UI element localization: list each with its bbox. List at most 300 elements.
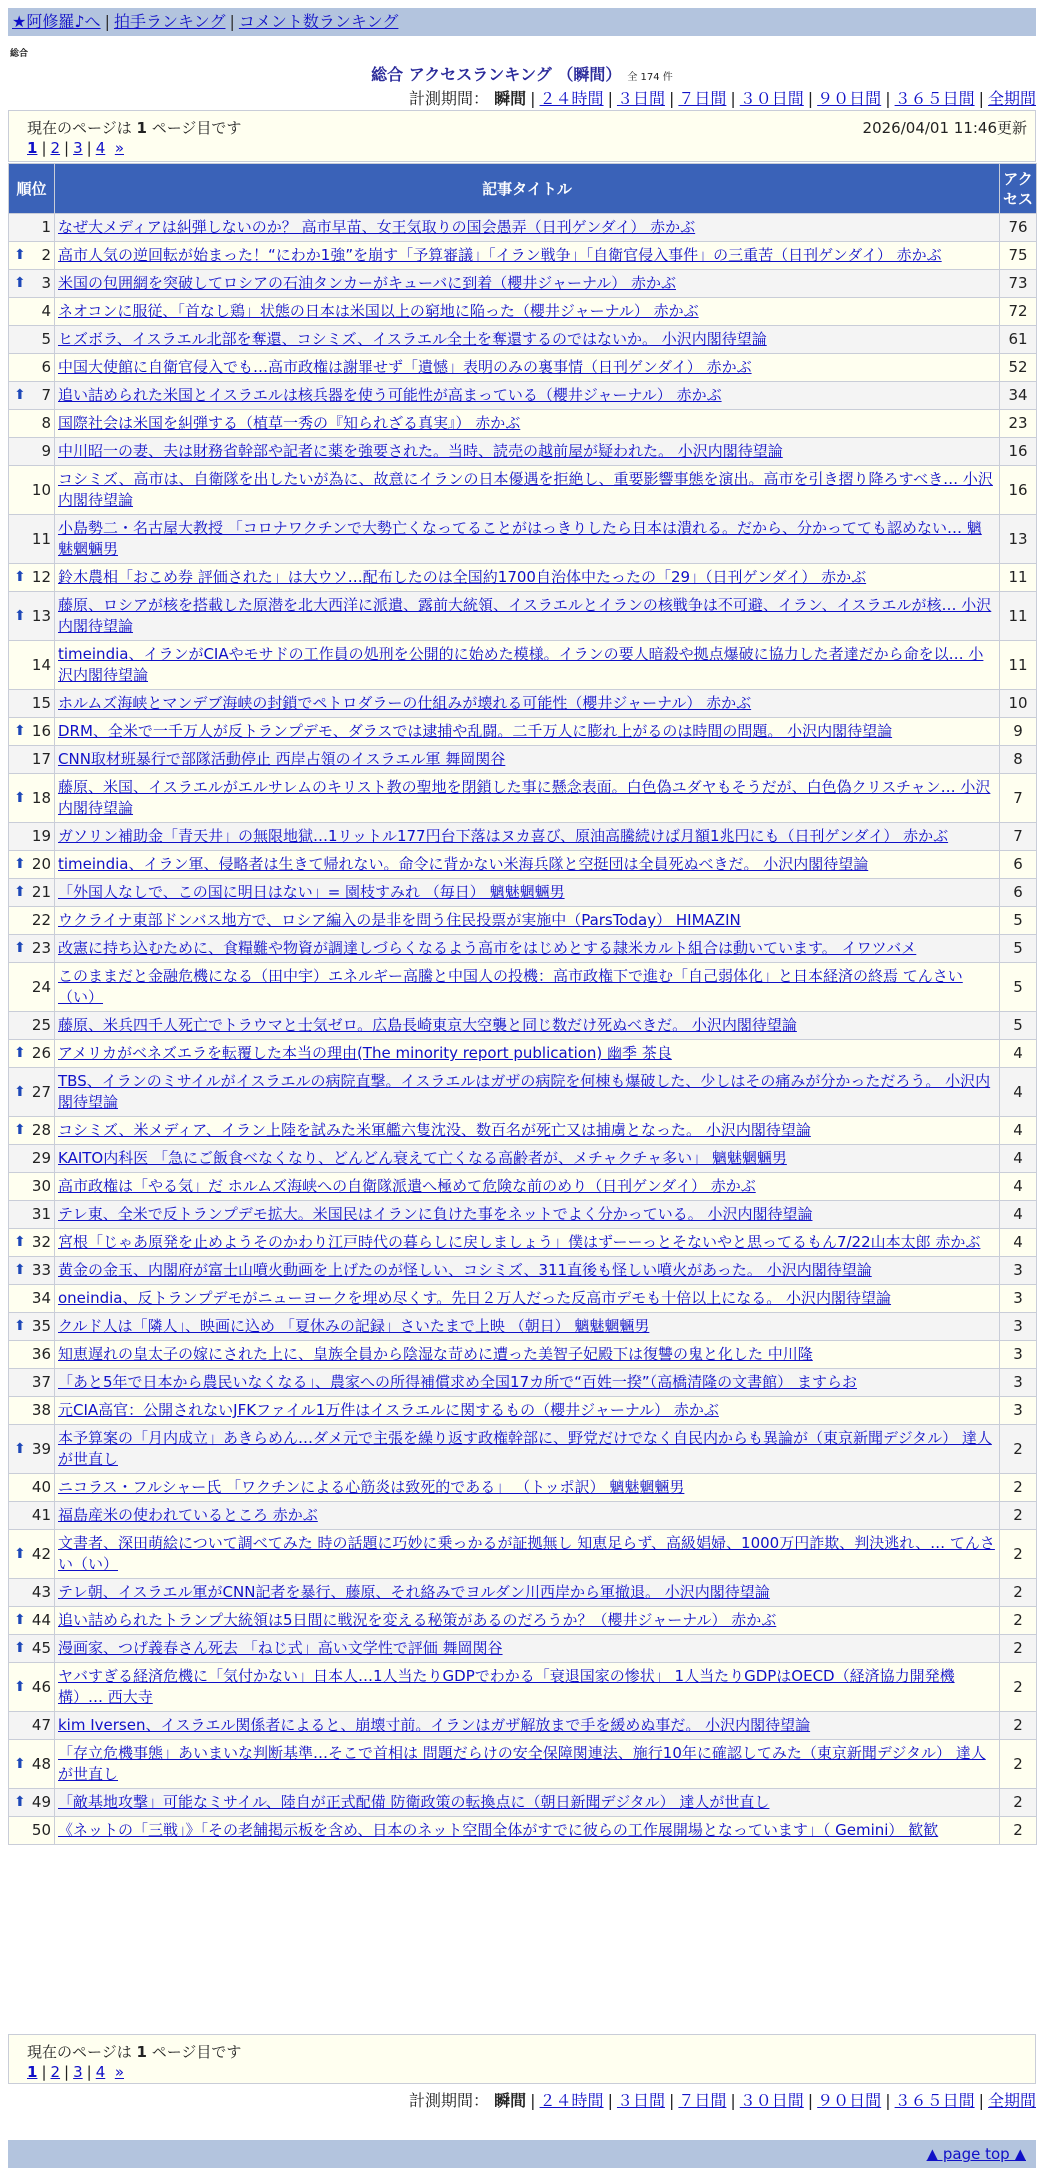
rank-cell [9,354,55,382]
rank-cell [9,438,55,466]
rank-up-icon: ⬆ [14,856,26,872]
title-cell [55,1712,1000,1740]
period-7d[interactable]: ７日間 [678,89,727,108]
rank-number: 8 [41,414,51,432]
next-page-link[interactable]: » [114,139,124,157]
title-cell [55,326,1000,354]
title-cell [55,214,1000,242]
rank-cell [9,746,55,774]
rank-cell [9,1397,55,1425]
title-cell [55,1474,1000,1502]
rank-up-icon: ⬆ [14,1440,26,1457]
rank-number: 3 [41,274,51,292]
rank-cell [9,1173,55,1201]
rank-number: 36 [31,1345,51,1363]
article-title-link[interactable]: 藤原、ロシアが核を搭載した原潜を北大西洋に派遣、露前大統領、イスラエルとイランの核戦争は不可避、イラン、イスラエルが核… 小沢内閣待望論 [58,596,992,635]
rank-number: 38 [31,1401,51,1419]
title-cell [55,438,1000,466]
updated-timestamp: 2026/04/01 11:46更新 [862,119,1027,137]
rank-cell [9,690,55,718]
table-row [9,1313,1037,1341]
title-cell [55,1635,1000,1663]
page-link-1[interactable]: 1 [27,139,38,157]
rank-cell [9,1712,55,1740]
article-title-link[interactable]: 元CIA高官：公開されないJFKファイル1万件はイスラエルに関するもの（櫻井ジャーナル） 赤かぶ [58,1401,719,1419]
article-title-link[interactable]: 「存立危機事態」あいまいな判断基準…そこで首相は 問題だらけの安全保障関連法、施行10年に確認してみた（東京新聞デジタル） 達人が世直し [58,1744,986,1783]
article-title-link[interactable]: 改憲に持ち込むために、食糧難や物資が調達しづらくなるよう高市をはじめとする隷米カルト組合は動いています。 イワツバメ [58,939,917,957]
period-3d[interactable]: ３日間 [616,2091,665,2110]
col-access-header: アクセス [1000,164,1037,214]
rank-number: 32 [31,1233,51,1251]
table-row [9,1229,1037,1257]
rank-number: 6 [41,358,51,376]
article-title-link[interactable]: ヒズボラ、イスラエル北部を奪還、コシミズ、イスラエル全土を奪還するのではないか。 小沢内閣待望論 [58,330,767,348]
table-row [9,592,1037,641]
access-count: 2 [1000,1607,1037,1635]
access-count: 3 [1000,1397,1037,1425]
table-row [9,564,1037,592]
ranking-table [8,163,1037,1845]
title-cell [55,935,1000,963]
title-cell [55,298,1000,326]
title-cell [55,641,1000,690]
rank-cell [9,1502,55,1530]
home-link[interactable]: ★阿修羅♪へ [12,12,101,31]
title-cell [55,564,1000,592]
rank-number: 4 [41,302,51,320]
period-24h[interactable]: ２４時間 [539,89,604,108]
article-title-link[interactable]: アメリカがベネズエラを転覆した本当の理由(The minority report publication) 幽季 茶良 [58,1044,672,1062]
title-cell [55,1607,1000,1635]
table-row [9,1369,1037,1397]
table-row [9,1474,1037,1502]
rank-up-icon: ⬆ [14,1045,26,1061]
title-cell [55,1397,1000,1425]
rank-number: 28 [31,1121,51,1139]
article-title-link[interactable]: 高市人気の逆回転が始まった！“にわか1強”を崩す「予算審議」「イラン戦争」「自衛官侵入事件」の三重苦（日刊ゲンダイ） 赤かぶ [58,246,942,264]
rank-up-icon: ⬆ [14,1678,26,1695]
article-title-link[interactable]: 本予算案の「月内成立」あきらめん…ダメ元で主張を繰り返す政権幹部に、野党だけでなく自民内からも異論が（東京新聞デジタル） 達人が世直し [58,1429,992,1468]
rank-cell [9,774,55,823]
access-count: 34 [1000,382,1037,410]
rank-cell [9,1341,55,1369]
access-count: 5 [1000,935,1037,963]
table-row [9,382,1037,410]
table-row [9,1712,1037,1740]
access-count: 2 [1000,1740,1037,1789]
rank-up-icon: ⬆ [14,1122,26,1138]
comment-ranking-link[interactable]: コメント数ランキング [238,12,399,31]
rank-cell [9,214,55,242]
article-title-link[interactable]: 中川昭一の妻、夫は財務省幹部や記者に薬を強要された。当時、読売の越前屋が疑われた。 小沢内閣待望論 [58,442,783,460]
pager-bottom [8,2034,1036,2084]
rank-number: 31 [31,1205,51,1223]
category-label: 総合 [10,49,29,59]
table-row [9,879,1037,907]
rank-up-icon: ⬆ [14,247,26,263]
table-row [9,298,1037,326]
page-link-3[interactable]: 3 [73,2063,83,2081]
article-title-link[interactable]: 藤原、米兵四千人死亡でトラウマと士気ゼロ。広島長崎東京大空襲と同じ数だけ死ぬべきだ。 小沢内閣待望論 [58,1016,797,1034]
rank-number: 18 [31,788,51,807]
title-cell [55,879,1000,907]
article-title-link[interactable]: 知恵遅れの皇太子の嫁にされた上に、皇族全員から陰湿な苛めに遭った美智子妃殿下は復讐の鬼と化した 中川隆 [58,1345,813,1363]
rank-up-icon: ⬆ [14,1318,26,1334]
page-link-2[interactable]: 2 [50,139,61,157]
title-cell [55,1201,1000,1229]
article-title-link[interactable]: 文書者、深田萌絵について調べてみた 時の話題に巧妙に乗っかるが証拠無し 知恵足らず、高級娼婦、1000万円詐欺、判決逃れ、… てんさい（い） [58,1534,995,1573]
access-count: 2 [1000,1635,1037,1663]
col-rank-header: 順位 [9,164,55,214]
access-count: 11 [1000,592,1037,641]
period-90d[interactable]: ９０日間 [817,89,882,108]
rank-number: 16 [31,722,51,740]
access-count: 61 [1000,326,1037,354]
rank-cell [9,935,55,963]
period-current: 瞬間 [494,2091,527,2110]
col-title-header: 記事タイトル [55,164,1000,214]
access-count: 3 [1000,1257,1037,1285]
period-3d[interactable]: ３日間 [616,89,665,108]
rank-up-icon: ⬆ [14,789,26,806]
access-count: 9 [1000,718,1037,746]
page-top-link[interactable]: ▲ page top ▲ [926,2145,1026,2163]
rank-number: 10 [31,480,51,499]
access-count: 3 [1000,1369,1037,1397]
rank-number: 25 [31,1016,51,1034]
rank-number: 7 [41,386,51,404]
rank-cell [9,1117,55,1145]
rank-cell [9,718,55,746]
article-title-link[interactable]: 「外国人なしで、この国に明日はない」= 園枝すみれ （毎日） 魑魅魍魎男 [58,883,565,901]
table-row [9,823,1037,851]
rank-cell [9,1369,55,1397]
access-count: 3 [1000,1313,1037,1341]
article-title-link[interactable]: 「敵基地攻撃」可能なミサイル、陸自が正式配備 防衛政策の転換点に（朝日新聞デジタル） 達人が世直し [58,1793,770,1811]
rank-cell [9,1425,55,1474]
title-cell [55,823,1000,851]
article-title-link[interactable]: 鈴木農相「おこめ券 評価された」は大ウソ…配布したのは全国約1700自治体中たったの「29」（日刊ゲンダイ） 赤かぶ [58,568,867,586]
table-row [9,354,1037,382]
rank-number: 47 [31,1716,51,1734]
title-cell [55,1789,1000,1817]
rank-number: 1 [41,218,51,236]
rank-cell [9,466,55,515]
article-title-link[interactable]: コシミズ、米メディア、イラン上陸を試みた米軍艦六隻沈没、数百名が死亡又は捕虜となった。 小沢内閣待望論 [58,1121,811,1139]
article-title-link[interactable]: 福島産米の使われているところ 赤かぶ [58,1506,318,1524]
article-title-link[interactable]: oneindia、反トランプデモがニューヨークを埋め尽くす。先日２万人だった反高市デモも十倍以上になる。 小沢内閣待望論 [58,1289,892,1307]
article-title-link[interactable]: 中国大使館に自衛官侵入でも…高市政権は謝罪せず「遺憾」表明のみの裏事情（日刊ゲンダイ） 赤かぶ [58,358,752,376]
page-link-3[interactable]: 3 [73,139,83,157]
rank-up-icon: ⬆ [14,884,26,900]
table-row [9,214,1037,242]
access-count: 16 [1000,466,1037,515]
table-row [9,1425,1037,1474]
article-title-link[interactable]: 「あと5年で日本から農民いなくなる」、農家への所得補償求め全国17カ所で“百姓一揆”（高橋清隆の文書館） ますらお [58,1373,857,1391]
access-count: 3 [1000,1285,1037,1313]
article-title-link[interactable]: 追い詰められたトランプ大統領は5日間に戦況を変える秘策があるのだろうか？（櫻井ジャーナル） 赤かぶ [58,1611,777,1629]
access-count: 11 [1000,641,1037,690]
title-cell [55,1740,1000,1789]
title-cell [55,1229,1000,1257]
title-cell [55,466,1000,515]
title-cell [55,1117,1000,1145]
table-row [9,466,1037,515]
title-cell [55,270,1000,298]
table-row [9,774,1037,823]
title-cell [55,592,1000,641]
access-count: 2 [1000,1789,1037,1817]
rank-up-icon: ⬆ [14,1794,26,1810]
article-title-link[interactable]: 《ネットの「三戦」》「その老舗掲示板を含め、日本のネット空間全体がすでに彼らの工作展開場となっています」（ Gemini） 歓歓 [58,1821,939,1839]
article-title-link[interactable]: ネオコンに服従、「首なし鶏」状態の日本は米国以上の窮地に陥った（櫻井ジャーナル） 赤かぶ [58,302,699,320]
table-header [9,164,1037,214]
rank-number: 30 [31,1177,51,1195]
table-row [9,718,1037,746]
access-count: 2 [1000,1579,1037,1607]
article-title-link[interactable]: なぜ大メディアは糾弾しないのか？ 高市早苗、女王気取りの国会愚弄（日刊ゲンダイ） 赤かぶ [58,218,696,236]
rank-cell [9,1229,55,1257]
rank-cell [9,1474,55,1502]
article-title-link[interactable]: DRM、全米で一千万人が反トランプデモ、ダラスでは逮捕や乱闘。二千万人に膨れ上がるのは時間の問題。 小沢内閣待望論 [58,722,893,740]
access-count: 5 [1000,907,1037,935]
rank-cell [9,823,55,851]
rank-number: 21 [31,883,51,901]
rank-number: 34 [31,1289,51,1307]
rank-cell [9,1635,55,1663]
access-count: 4 [1000,1201,1037,1229]
ranking-title: 総合 アクセスランキング （瞬間） [371,65,622,84]
rank-number: 12 [31,568,51,586]
nav-separator: | [104,12,110,31]
rank-number: 48 [31,1754,51,1773]
rank-cell [9,1789,55,1817]
article-title-link[interactable]: ガソリン補助金「青天井」の無限地獄…1リットル177円台下落はヌカ喜び、原油高騰続けば月額1兆円にも（日刊ゲンダイ） 赤かぶ [58,827,949,845]
table-row [9,1201,1037,1229]
access-count: 72 [1000,298,1037,326]
article-title-link[interactable]: クルド人は「隣人」、映画に込め 「夏休みの記録」さいたまで上映 （朝日） 魑魅魍魎男 [58,1317,650,1335]
rank-number: 50 [31,1821,51,1839]
rank-number: 24 [31,977,51,996]
rank-up-icon: ⬆ [14,1545,26,1562]
access-count: 4 [1000,1068,1037,1117]
rank-number: 40 [31,1478,51,1496]
title-cell [55,242,1000,270]
rank-cell [9,592,55,641]
table-row [9,690,1037,718]
period-30d[interactable]: ３０日間 [739,89,804,108]
article-title-link[interactable]: kim Iversen、イスラエル関係者によると、崩壊寸前。イランはガザ解放まで手を緩めぬ事だ。 小沢内閣待望論 [58,1716,811,1734]
table-row [9,1040,1037,1068]
article-title-link[interactable]: timeindia、イラン軍、侵略者は生きて帰れない。命令に背かない米海兵隊と空挺団は全員死ぬべきだ。 小沢内閣待望論 [58,855,869,873]
access-count: 2 [1000,1474,1037,1502]
access-count: 4 [1000,1173,1037,1201]
access-count: 2 [1000,1502,1037,1530]
access-count: 4 [1000,1145,1037,1173]
article-title-link[interactable]: テレ東、全米で反トランプデモ拡大。米国民はイランに負けた事をネットでよく分かっている。 小沢内閣待望論 [58,1205,813,1223]
page-link-1[interactable]: 1 [27,2063,38,2081]
clap-ranking-link[interactable]: 拍手ランキング [113,12,226,31]
article-title-link[interactable]: 国際社会は米国を糾弾する（植草一秀の『知られざる真実』） 赤かぶ [58,414,521,432]
article-title-link[interactable]: ヤバすぎる経済危機に「気付かない」日本人…1人当たりGDPでわかる「衰退国家の惨状」 1人当たりGDPはOECD（経済協力開発機構）… 西大寺 [58,1667,955,1706]
rank-cell [9,382,55,410]
rank-cell [9,1663,55,1712]
rank-cell [9,1530,55,1579]
rank-cell [9,1040,55,1068]
article-title-link[interactable]: 高市政権は「やる気」だ ホルムズ海峡への自衛隊派遣へ極めて危険な前のめり（日刊ゲンダイ） 赤かぶ [58,1177,756,1195]
rank-cell [9,1068,55,1117]
rank-cell [9,1012,55,1040]
article-title-link[interactable]: ニコラス・フルシャー氏 「ワクチンによる心筋炎は致死的である」 （トッポ訳） 魑魅魍魎男 [58,1478,685,1496]
rank-cell [9,515,55,564]
access-count: 2 [1000,1530,1037,1579]
access-count: 76 [1000,214,1037,242]
table-row [9,1740,1037,1789]
article-title-link[interactable]: このままだと金融危機になる（田中宇）エネルギー高騰と中国人の投機：高市政権下で進む「自己弱体化」と日本経済の終焉 てんさい（い） [58,967,963,1006]
rank-number: 11 [31,529,51,548]
rank-cell [9,1313,55,1341]
table-row [9,1012,1037,1040]
article-title-link[interactable]: KAITO内科医 「急にご飯食べなくなり、どんどん衰えて亡くなる高齢者が、メチャクチャ多い」 魑魅魍魎男 [58,1149,787,1167]
rank-number: 43 [31,1583,51,1601]
title-cell [55,1285,1000,1313]
rank-number: 14 [31,655,51,674]
rank-number: 45 [31,1639,51,1657]
title-cell [55,1257,1000,1285]
rank-cell [9,1607,55,1635]
table-row [9,270,1037,298]
article-title-link[interactable]: 追い詰められた米国とイスラエルは核兵器を使う可能性が高まっている（櫻井ジャーナル） 赤かぶ [58,386,722,404]
rank-number: 41 [31,1506,51,1524]
article-title-link[interactable]: 米国の包囲網を突破してロシアの石油タンカーがキューバに到着（櫻井ジャーナル） 赤かぶ [58,274,676,292]
table-row [9,242,1037,270]
page-links: 1 | 2 | 3 | 4 » [27,2063,124,2081]
rank-number: 46 [31,1677,51,1696]
page-links: 1 | 2 | 3 | 4 » [27,139,124,157]
rank-number: 20 [31,855,51,873]
article-title-link[interactable]: テレ朝、イスラエル軍がCNN記者を暴行、藤原、それ絡みでヨルダン川西岸から軍撤退。 小沢内閣待望論 [58,1583,770,1601]
access-count: 2 [1000,1712,1037,1740]
access-count: 4 [1000,1117,1037,1145]
article-title-link[interactable]: 小島勢二・名古屋大教授 「コロナワクチンで大勢亡くなってることがはっきりしたら日本は潰れる。だから、分かってても認めない… 魑魅魍魎男 [58,519,982,558]
title-cell [55,1369,1000,1397]
table-row [9,1635,1037,1663]
rank-cell [9,1257,55,1285]
period-all[interactable]: 全期間 [987,89,1036,108]
rank-number: 49 [31,1793,51,1811]
access-count: 8 [1000,746,1037,774]
table-row [9,1530,1037,1579]
article-title-link[interactable]: timeindia、イランがCIAやモサドの工作員の処刑を公開的に始めた模様。イランの要人暗殺や拠点爆破に協力した者達だから命を以… 小沢内閣待望論 [58,645,984,684]
period-365d[interactable]: ３６５日間 [894,2091,975,2110]
article-title-link[interactable]: TBS、イランのミサイルがイスラエルの病院直撃。イスラエルはガザの病院を何棟も爆破した、少しはその痛みが分かっただろう。 小沢内閣待望論 [58,1072,991,1111]
current-page-text: 現在のページは 1 ページ目です [27,119,242,137]
access-count: 73 [1000,270,1037,298]
period-7d[interactable]: ７日間 [678,2091,727,2110]
article-title-link[interactable]: 藤原、米国、イスラエルがエルサレムのキリスト教の聖地を閉鎖した事に懸念表面。白色偽ユダヤもそうだが、白色偽クリスチャン… 小沢内閣待望論 [58,778,991,817]
rank-number: 23 [31,939,51,957]
rank-cell [9,879,55,907]
table-row [9,935,1037,963]
period-label: 計測期間： [409,89,490,108]
title-cell [55,1817,1000,1845]
page-link-4[interactable]: 4 [95,2063,106,2081]
rank-cell [9,963,55,1012]
table-row [9,1789,1037,1817]
article-title-link[interactable]: ホルムズ海峡とマンデブ海峡の封鎖でペトロダラーの仕組みが壊れる可能性（櫻井ジャーナル） 赤かぶ [58,694,752,712]
article-title-link[interactable]: コシミズ、高市は、自衛隊を出したいが為に、故意にイランの日本優遇を拒絶し、重要影響事態を演出。高市を引き摺り降ろすべき… 小沢内閣待望論 [58,470,993,509]
table-row [9,1173,1037,1201]
title-cell [55,410,1000,438]
page-link-2[interactable]: 2 [50,2063,61,2081]
article-title-link[interactable]: ウクライナ東部ドンバス地方で、ロシア編入の是非を問う住民投票が実施中（ParsToday） HIMAZIN [58,911,741,929]
title-cell [55,515,1000,564]
period-365d[interactable]: ３６５日間 [894,89,975,108]
table-row [9,1607,1037,1635]
access-count: 16 [1000,438,1037,466]
table-row [9,326,1037,354]
table-row [9,1341,1037,1369]
rank-number: 27 [31,1082,51,1101]
table-row [9,1117,1037,1145]
title-cell [55,718,1000,746]
article-title-link[interactable]: CNN取材班暴行で部隊活動停止 西岸占領のイスラエル軍 舞岡関谷 [58,750,506,768]
article-title-link[interactable]: 漫画家、つげ義春さん死去 「ねじ式」高い文学性で評価 舞岡関谷 [58,1639,503,1657]
access-count: 4 [1000,1040,1037,1068]
title-cell [55,851,1000,879]
rank-cell [9,242,55,270]
rank-up-icon: ⬆ [14,1083,26,1100]
article-title-link[interactable]: 宮根「じゃあ原発を止めようそのかわり江戸時代の暮らしに戻しましょう」僕はずーーっとそないやと思ってるもん7/22山本太郎 赤かぶ [58,1233,981,1251]
next-page-link[interactable]: » [114,2063,124,2081]
period-90d[interactable]: ９０日間 [817,2091,882,2110]
rank-cell [9,1285,55,1313]
bottom-bar [8,2140,1036,2168]
title-cell [55,1313,1000,1341]
article-title-link[interactable]: 黄金の金玉、内閣府が富士山噴火動画を上げたのが怪しい、コシミズ、311直後も怪しい噴火があった。 小沢内閣待望論 [58,1261,872,1279]
rank-cell [9,270,55,298]
period-all[interactable]: 全期間 [987,2091,1036,2110]
page-link-4[interactable]: 4 [95,139,106,157]
title-cell [55,1425,1000,1474]
title-cell [55,1068,1000,1117]
rank-up-icon: ⬆ [14,1234,26,1250]
period-24h[interactable]: ２４時間 [539,2091,604,2110]
rank-number: 35 [31,1317,51,1335]
table-row [9,1663,1037,1712]
period-30d[interactable]: ３０日間 [739,2091,804,2110]
access-count: 6 [1000,879,1037,907]
title-cell [55,1663,1000,1712]
title-cell [55,354,1000,382]
title-cell [55,907,1000,935]
access-count: 5 [1000,963,1037,1012]
table-row [9,1257,1037,1285]
page-title [0,62,1044,85]
title-cell [55,1145,1000,1173]
title-cell [55,1173,1000,1201]
rank-cell [9,1201,55,1229]
access-count: 2 [1000,1663,1037,1712]
rank-number: 19 [31,827,51,845]
access-count: 2 [1000,1425,1037,1474]
table-row [9,515,1037,564]
period-selector-bottom: 計測期間： 瞬間 | ２４時間 | ３日間 | ７日間 | ３０日間 | ９０日間 | ３６５日間 | 全期間 [409,2091,1036,2110]
rank-cell [9,851,55,879]
access-count: 11 [1000,564,1037,592]
rank-up-icon: ⬆ [14,940,26,956]
rank-number: 15 [31,694,51,712]
